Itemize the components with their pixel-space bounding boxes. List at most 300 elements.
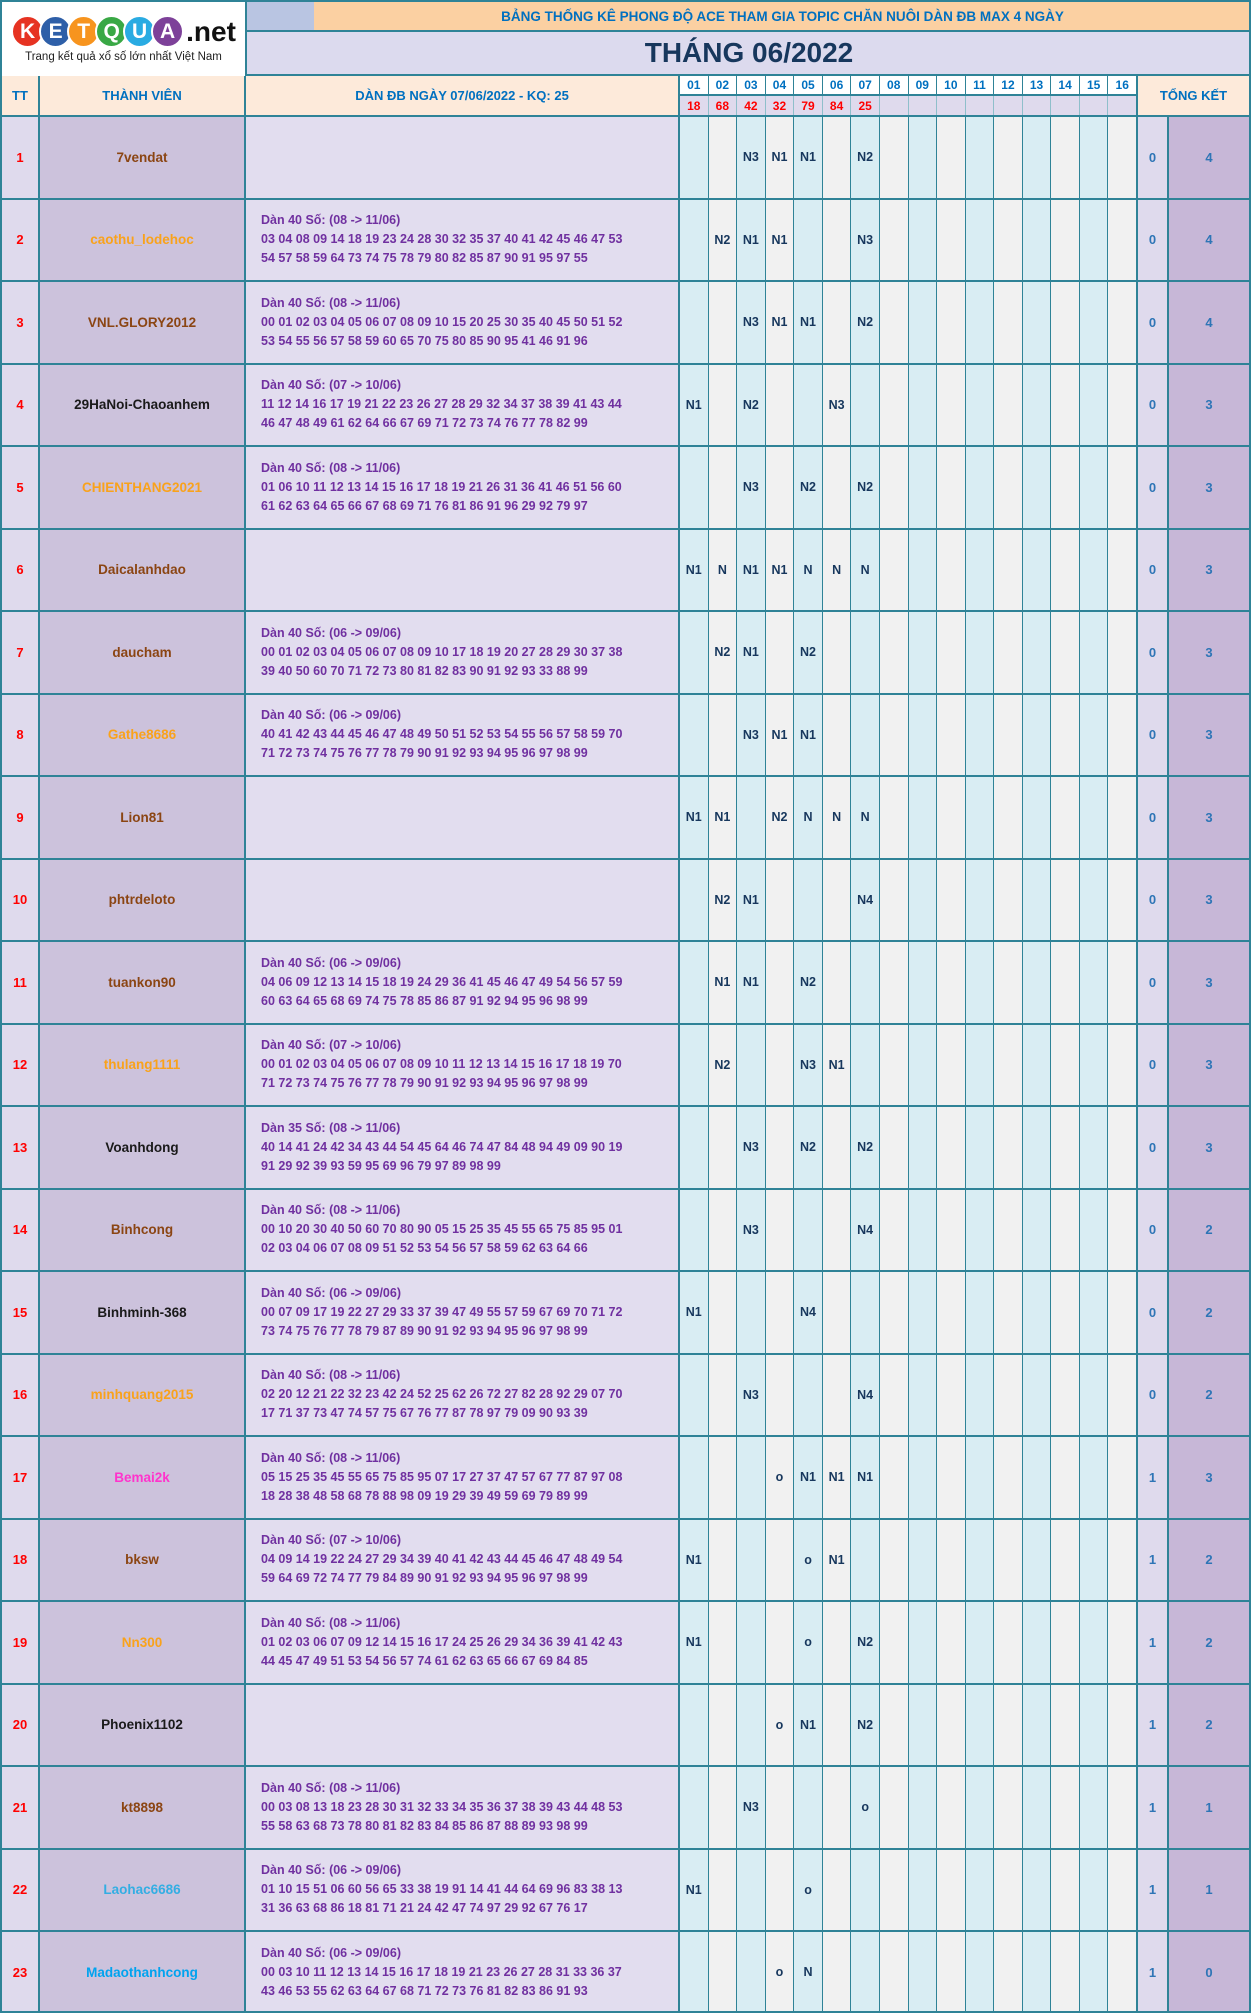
day-mark-cell	[1080, 1685, 1109, 1766]
day-mark-cell	[994, 612, 1023, 693]
day-mark-cell	[966, 117, 995, 198]
day-mark-cell	[909, 1355, 938, 1436]
day-mark-cell: N4	[851, 1190, 880, 1271]
day-column-header-07: 07	[851, 76, 880, 94]
member-name[interactable]: Nn300	[40, 1602, 246, 1683]
day-mark-cell	[966, 365, 995, 446]
day-mark-cell	[851, 1850, 880, 1931]
day-mark-cell	[1023, 1520, 1052, 1601]
day-mark-cell	[1023, 1850, 1052, 1931]
day-mark-cell	[1080, 117, 1109, 198]
day-mark-cell	[851, 942, 880, 1023]
day-mark-cell: N1	[737, 200, 766, 281]
day-mark-cell	[709, 1272, 738, 1353]
day-cells	[680, 282, 1138, 363]
day-mark-cell	[880, 365, 909, 446]
member-name[interactable]: minhquang2015	[40, 1355, 246, 1436]
day-mark-cell: N1	[794, 117, 823, 198]
dan-cell	[246, 1025, 680, 1106]
day-mark-cell	[1080, 695, 1109, 776]
day-mark-cell	[1108, 1932, 1136, 2013]
day-mark-cell	[680, 1932, 709, 2013]
day-mark-cell	[1023, 1190, 1052, 1271]
day-mark-cell	[709, 1355, 738, 1436]
day-mark-cell	[937, 612, 966, 693]
day-mark-cell	[966, 1025, 995, 1106]
day-mark-cell	[680, 1685, 709, 1766]
day-mark-cell	[880, 1272, 909, 1353]
member-name[interactable]: caothu_lodehoc	[40, 200, 246, 281]
day-mark-cell	[823, 1107, 852, 1188]
day-column-header-12: 12	[994, 76, 1023, 94]
day-mark-cell	[966, 1355, 995, 1436]
day-mark-cell	[709, 1685, 738, 1766]
dan-numbers-line: 18 28 38 48 58 68 78 88 98 09 19 29 39 49 59 69 79 89 99	[261, 1488, 588, 1503]
day-mark-cell	[994, 1025, 1023, 1106]
ketqua-logo[interactable]	[2, 2, 247, 76]
member-name[interactable]: phtrdeloto	[40, 860, 246, 941]
dan-numbers-line: 00 01 02 03 04 05 06 07 08 09 10 15 20 25 30 35 40 45 50 51 52	[261, 314, 623, 329]
summary-streak-count: 3	[1169, 860, 1249, 941]
day-mark-cell	[794, 200, 823, 281]
day-mark-cell	[966, 447, 995, 528]
day-mark-cell	[1051, 1437, 1080, 1518]
day-mark-cell	[937, 1107, 966, 1188]
dan-cell	[246, 1520, 680, 1601]
dan-cell	[246, 860, 680, 941]
day-mark-cell	[966, 282, 995, 363]
dan-numbers-line: 00 01 02 03 04 05 06 07 08 09 10 17 18 19 20 27 28 29 30 37 38	[261, 644, 623, 659]
day-mark-cell: N1	[737, 612, 766, 693]
day-mark-cell	[966, 530, 995, 611]
day-mark-cell: N2	[709, 612, 738, 693]
row-number: 2	[2, 200, 40, 281]
dan-title: Dàn 40 Số: (08 -> 11/06)	[261, 1368, 401, 1383]
day-mark-cell	[880, 1520, 909, 1601]
summary-hit-count: 0	[1138, 1107, 1169, 1188]
day-mark-cell	[994, 1355, 1023, 1436]
member-name[interactable]: Voanhdong	[40, 1107, 246, 1188]
day-mark-cell	[937, 1272, 966, 1353]
day-mark-cell	[680, 860, 709, 941]
day-cells	[680, 1932, 1138, 2013]
day-mark-cell: N2	[794, 1107, 823, 1188]
summary-hit-count: 1	[1138, 1767, 1169, 1848]
day-mark-cell	[766, 1025, 795, 1106]
dan-title: Dàn 40 Số: (08 -> 11/06)	[261, 213, 401, 228]
day-mark-cell: N3	[737, 695, 766, 776]
day-mark-cell	[880, 1767, 909, 1848]
header-dan: DÀN ĐB NGÀY 07/06/2022 - KQ: 25	[246, 76, 680, 117]
row-number: 11	[2, 942, 40, 1023]
day-column-header-04: 04	[766, 76, 795, 94]
day-mark-cell	[909, 1685, 938, 1766]
day-mark-cell	[966, 942, 995, 1023]
day-mark-cell	[966, 695, 995, 776]
day-mark-cell	[880, 282, 909, 363]
summary-hit-count: 0	[1138, 117, 1169, 198]
day-mark-cell	[937, 942, 966, 1023]
day-mark-cell	[823, 612, 852, 693]
day-mark-cell	[1080, 447, 1109, 528]
day-mark-cell	[937, 695, 966, 776]
day-mark-cell	[1108, 447, 1136, 528]
day-mark-cell	[1108, 1355, 1136, 1436]
day-mark-cell	[680, 695, 709, 776]
member-name[interactable]: thulang1111	[40, 1025, 246, 1106]
day-column-header-15: 15	[1080, 76, 1109, 94]
day-mark-cell	[794, 1190, 823, 1271]
member-name[interactable]: Daicalanhdao	[40, 530, 246, 611]
day-mark-cell	[1080, 1520, 1109, 1601]
row-number: 12	[2, 1025, 40, 1106]
day-mark-cell	[737, 1932, 766, 2013]
day-result-value-14	[1051, 96, 1080, 115]
dan-numbers-line: 05 15 25 35 45 55 65 75 85 95 07 17 27 37 47 57 67 77 87 97 08	[261, 1469, 623, 1484]
day-cells	[680, 1272, 1138, 1353]
day-result-value-16	[1108, 96, 1136, 115]
day-mark-cell	[680, 1190, 709, 1271]
day-mark-cell	[1051, 365, 1080, 446]
day-mark-cell	[880, 942, 909, 1023]
day-mark-cell	[937, 447, 966, 528]
day-mark-cell: N1	[823, 1520, 852, 1601]
day-mark-cell	[994, 942, 1023, 1023]
day-mark-cell	[994, 282, 1023, 363]
day-mark-cell: N2	[709, 200, 738, 281]
dan-title: Dàn 40 Số: (06 -> 09/06)	[261, 708, 401, 723]
day-column-header-09: 09	[909, 76, 938, 94]
day-mark-cell: o	[794, 1850, 823, 1931]
day-result-value-06: 84	[823, 96, 852, 115]
logo-letter-k: K	[11, 15, 44, 48]
day-mark-cell	[909, 282, 938, 363]
day-mark-cell	[1051, 777, 1080, 858]
row-number: 10	[2, 860, 40, 941]
day-column-header-05: 05	[794, 76, 823, 94]
day-cells	[680, 1025, 1138, 1106]
table-row	[2, 447, 1249, 530]
day-mark-cell	[880, 1437, 909, 1518]
member-name[interactable]: Phoenix1102	[40, 1685, 246, 1766]
day-mark-cell	[937, 282, 966, 363]
dan-title: Dàn 40 Số: (08 -> 11/06)	[261, 1780, 401, 1795]
summary-hit-count: 0	[1138, 447, 1169, 528]
member-name[interactable]: daucham	[40, 612, 246, 693]
logo-letters	[11, 15, 236, 48]
member-name[interactable]: Binhminh-368	[40, 1272, 246, 1353]
day-mark-cell	[880, 612, 909, 693]
day-result-value-15	[1080, 96, 1109, 115]
day-result-value-03: 42	[737, 96, 766, 115]
day-mark-cell	[709, 1520, 738, 1601]
day-mark-cell	[994, 447, 1023, 528]
day-mark-cell	[937, 1767, 966, 1848]
day-mark-cell	[880, 777, 909, 858]
dan-numbers-line: 53 54 55 56 57 58 59 60 65 70 75 80 85 90 95 41 46 91 96	[261, 333, 588, 348]
day-mark-cell: N1	[766, 117, 795, 198]
summary-hit-count: 1	[1138, 1602, 1169, 1683]
dan-title: Dàn 40 Số: (06 -> 09/06)	[261, 1285, 401, 1300]
row-number: 14	[2, 1190, 40, 1271]
day-mark-cell	[1051, 695, 1080, 776]
day-mark-cell	[766, 1602, 795, 1683]
summary-hit-count: 0	[1138, 1272, 1169, 1353]
dan-cell	[246, 777, 680, 858]
dan-numbers-line: 00 03 10 11 12 13 14 15 16 17 18 19 21 23 26 27 28 31 33 36 37	[261, 1964, 622, 1979]
summary-streak-count: 2	[1169, 1355, 1249, 1436]
dan-title: Dàn 40 Số: (08 -> 11/06)	[261, 1615, 401, 1630]
day-mark-cell	[909, 942, 938, 1023]
day-mark-cell: N1	[680, 777, 709, 858]
day-mark-cell	[1080, 1602, 1109, 1683]
dan-numbers-line: 40 14 41 24 42 34 43 44 54 45 64 46 74 47 84 48 94 49 09 90 19	[261, 1139, 623, 1154]
summary-streak-count: 3	[1169, 1437, 1249, 1518]
day-result-value-01: 18	[680, 96, 709, 115]
day-mark-cell	[1023, 1107, 1052, 1188]
day-cells	[680, 777, 1138, 858]
day-cells	[680, 1520, 1138, 1601]
day-mark-cell	[1080, 1355, 1109, 1436]
day-mark-cell	[737, 1850, 766, 1931]
day-mark-cell	[880, 200, 909, 281]
day-mark-cell	[794, 1355, 823, 1436]
dan-numbers-line: 91 29 92 39 93 59 95 69 96 79 97 89 98 99	[261, 1158, 501, 1173]
dan-numbers-line: 03 04 08 09 14 18 19 23 24 28 30 32 35 37 40 41 42 45 46 47 53	[261, 232, 623, 247]
day-mark-cell	[966, 1602, 995, 1683]
day-mark-cell	[1080, 1025, 1109, 1106]
day-mark-cell	[1023, 117, 1052, 198]
day-mark-cell	[1108, 1437, 1136, 1518]
day-mark-cell: o	[766, 1437, 795, 1518]
dan-numbers-line: 11 12 14 16 17 19 21 22 23 26 27 28 29 32 34 37 38 39 41 43 44	[261, 397, 622, 412]
day-cells	[680, 1685, 1138, 1766]
member-name[interactable]: Gathe8686	[40, 695, 246, 776]
member-name[interactable]: 7vendat	[40, 117, 246, 198]
day-mark-cell	[909, 1025, 938, 1106]
day-mark-cell	[1051, 200, 1080, 281]
day-mark-cell: N	[823, 777, 852, 858]
day-mark-cell	[1051, 282, 1080, 363]
summary-hit-count: 1	[1138, 1437, 1169, 1518]
dan-title: Dàn 40 Số: (06 -> 09/06)	[261, 1945, 401, 1960]
day-mark-cell	[680, 1767, 709, 1848]
summary-hit-count: 0	[1138, 777, 1169, 858]
day-mark-cell: N	[823, 530, 852, 611]
day-mark-cell	[909, 530, 938, 611]
dan-cell	[246, 1932, 680, 2013]
day-result-value-02: 68	[709, 96, 738, 115]
day-mark-cell	[709, 695, 738, 776]
day-mark-cell: N2	[851, 117, 880, 198]
member-name[interactable]: Bemai2k	[40, 1437, 246, 1518]
summary-streak-count: 0	[1169, 1932, 1249, 2013]
row-number: 18	[2, 1520, 40, 1601]
day-mark-cell	[1108, 1190, 1136, 1271]
day-mark-cell	[880, 695, 909, 776]
day-mark-cell: N3	[794, 1025, 823, 1106]
day-mark-cell	[1023, 365, 1052, 446]
day-mark-cell: N1	[709, 942, 738, 1023]
day-column-header-14: 14	[1051, 76, 1080, 94]
day-cells	[680, 200, 1138, 281]
day-mark-cell	[1023, 282, 1052, 363]
day-mark-cell	[909, 1932, 938, 2013]
summary-hit-count: 0	[1138, 200, 1169, 281]
table-row	[2, 117, 1249, 200]
day-mark-cell: N1	[737, 530, 766, 611]
day-mark-cell: N1	[851, 1437, 880, 1518]
day-mark-cell	[909, 1272, 938, 1353]
logo-letter-a: A	[151, 15, 184, 48]
day-mark-cell	[1023, 447, 1052, 528]
day-mark-cell	[823, 860, 852, 941]
table-row	[2, 1685, 1249, 1768]
day-result-value-10	[937, 96, 966, 115]
day-mark-cell	[994, 530, 1023, 611]
day-mark-cell: N1	[737, 942, 766, 1023]
day-mark-cell: N1	[766, 200, 795, 281]
day-mark-cell	[994, 1685, 1023, 1766]
day-mark-cell	[966, 860, 995, 941]
dan-cell	[246, 282, 680, 363]
summary-hit-count: 0	[1138, 612, 1169, 693]
day-mark-cell	[909, 200, 938, 281]
summary-streak-count: 3	[1169, 530, 1249, 611]
day-result-value-11	[966, 96, 995, 115]
day-mark-cell	[1023, 200, 1052, 281]
member-name[interactable]: Laohac6686	[40, 1850, 246, 1931]
day-mark-cell	[994, 200, 1023, 281]
dan-cell	[246, 1602, 680, 1683]
day-mark-cell	[966, 1685, 995, 1766]
member-name[interactable]: tuankon90	[40, 942, 246, 1023]
day-mark-cell	[966, 612, 995, 693]
day-mark-cell	[966, 200, 995, 281]
day-column-header-10: 10	[937, 76, 966, 94]
day-mark-cell	[709, 1190, 738, 1271]
dan-numbers-line: 59 64 69 72 74 77 79 84 89 90 91 92 93 94 95 96 97 98 99	[261, 1571, 588, 1586]
day-mark-cell	[966, 1520, 995, 1601]
dan-title: Dàn 40 Số: (07 -> 10/06)	[261, 1038, 401, 1053]
day-mark-cell	[709, 1602, 738, 1683]
header-days	[680, 76, 1138, 117]
day-mark-cell	[1023, 1437, 1052, 1518]
day-mark-cell: N	[709, 530, 738, 611]
summary-hit-count: 0	[1138, 860, 1169, 941]
day-mark-cell	[994, 1190, 1023, 1271]
summary-streak-count: 1	[1169, 1767, 1249, 1848]
row-number: 1	[2, 117, 40, 198]
summary-streak-count: 3	[1169, 942, 1249, 1023]
member-name[interactable]: Madaothanhcong	[40, 1932, 246, 2013]
month-title: THÁNG 06/2022	[247, 32, 1251, 76]
table-row	[2, 860, 1249, 943]
day-column-header-03: 03	[737, 76, 766, 94]
day-mark-cell	[1108, 1025, 1136, 1106]
day-mark-cell	[937, 200, 966, 281]
day-mark-cell	[909, 1602, 938, 1683]
member-name[interactable]: bksw	[40, 1520, 246, 1601]
dan-numbers-line: 61 62 63 64 65 66 67 68 69 71 76 81 86 91 96 29 92 79 97	[261, 498, 588, 513]
summary-hit-count: 0	[1138, 1355, 1169, 1436]
dan-cell	[246, 1190, 680, 1271]
day-mark-cell: N	[794, 777, 823, 858]
summary-hit-count: 0	[1138, 282, 1169, 363]
member-name[interactable]: VNL.GLORY2012	[40, 282, 246, 363]
summary-hit-count: 0	[1138, 695, 1169, 776]
day-mark-cell	[1051, 1685, 1080, 1766]
day-mark-cell: o	[766, 1932, 795, 2013]
day-mark-cell: N4	[794, 1272, 823, 1353]
dan-title: Dàn 40 Số: (06 -> 09/06)	[261, 625, 401, 640]
day-mark-cell	[1051, 1602, 1080, 1683]
dan-cell	[246, 530, 680, 611]
day-mark-cell	[1023, 1932, 1052, 2013]
dan-numbers-line: 71 72 73 74 75 76 77 78 79 90 91 92 93 94 95 96 97 98 99	[261, 746, 588, 761]
day-cells	[680, 1190, 1138, 1271]
day-mark-cell: N1	[794, 1685, 823, 1766]
day-column-header-06: 06	[823, 76, 852, 94]
member-name[interactable]: CHIENTHANG2021	[40, 447, 246, 528]
day-mark-cell	[766, 1355, 795, 1436]
day-mark-cell	[1108, 1685, 1136, 1766]
day-mark-cell	[1023, 1602, 1052, 1683]
day-mark-cell	[1080, 282, 1109, 363]
day-mark-cell	[880, 1355, 909, 1436]
member-name[interactable]: Binhcong	[40, 1190, 246, 1271]
member-name[interactable]: 29HaNoi-Chaoanhem	[40, 365, 246, 446]
day-mark-cell: N4	[851, 860, 880, 941]
day-result-value-12	[994, 96, 1023, 115]
day-mark-cell	[994, 1767, 1023, 1848]
summary-hit-count: 1	[1138, 1520, 1169, 1601]
dan-numbers-line: 39 40 50 60 70 71 72 73 80 81 82 83 90 91 92 93 33 88 99	[261, 663, 588, 678]
day-mark-cell	[851, 612, 880, 693]
day-mark-cell: N3	[851, 200, 880, 281]
day-mark-cell	[909, 695, 938, 776]
table-row	[2, 1272, 1249, 1355]
day-mark-cell	[994, 1437, 1023, 1518]
day-mark-cell	[966, 1850, 995, 1931]
day-mark-cell: N2	[851, 1602, 880, 1683]
member-name[interactable]: Lion81	[40, 777, 246, 858]
day-mark-cell	[1108, 200, 1136, 281]
day-mark-cell: N	[794, 530, 823, 611]
day-mark-cell	[680, 1355, 709, 1436]
day-cells	[680, 695, 1138, 776]
dan-numbers-line: 04 06 09 12 13 14 15 18 19 24 29 36 41 45 46 47 49 54 56 57 59	[261, 974, 623, 989]
day-mark-cell	[1108, 1520, 1136, 1601]
dan-cell	[246, 1107, 680, 1188]
day-cells	[680, 860, 1138, 941]
dan-title: Dàn 40 Số: (06 -> 09/06)	[261, 1863, 401, 1878]
summary-hit-count: 0	[1138, 1190, 1169, 1271]
day-mark-cell	[1023, 530, 1052, 611]
table-row	[2, 1850, 1249, 1933]
day-mark-cell: N2	[737, 365, 766, 446]
member-name[interactable]: kt8898	[40, 1767, 246, 1848]
day-mark-cell	[1080, 942, 1109, 1023]
row-number: 8	[2, 695, 40, 776]
day-mark-cell: N1	[680, 1602, 709, 1683]
day-mark-cell	[966, 1107, 995, 1188]
day-mark-cell: N1	[680, 1850, 709, 1931]
day-mark-cell	[994, 365, 1023, 446]
day-cells	[680, 1437, 1138, 1518]
summary-streak-count: 3	[1169, 1025, 1249, 1106]
day-mark-cell	[709, 282, 738, 363]
